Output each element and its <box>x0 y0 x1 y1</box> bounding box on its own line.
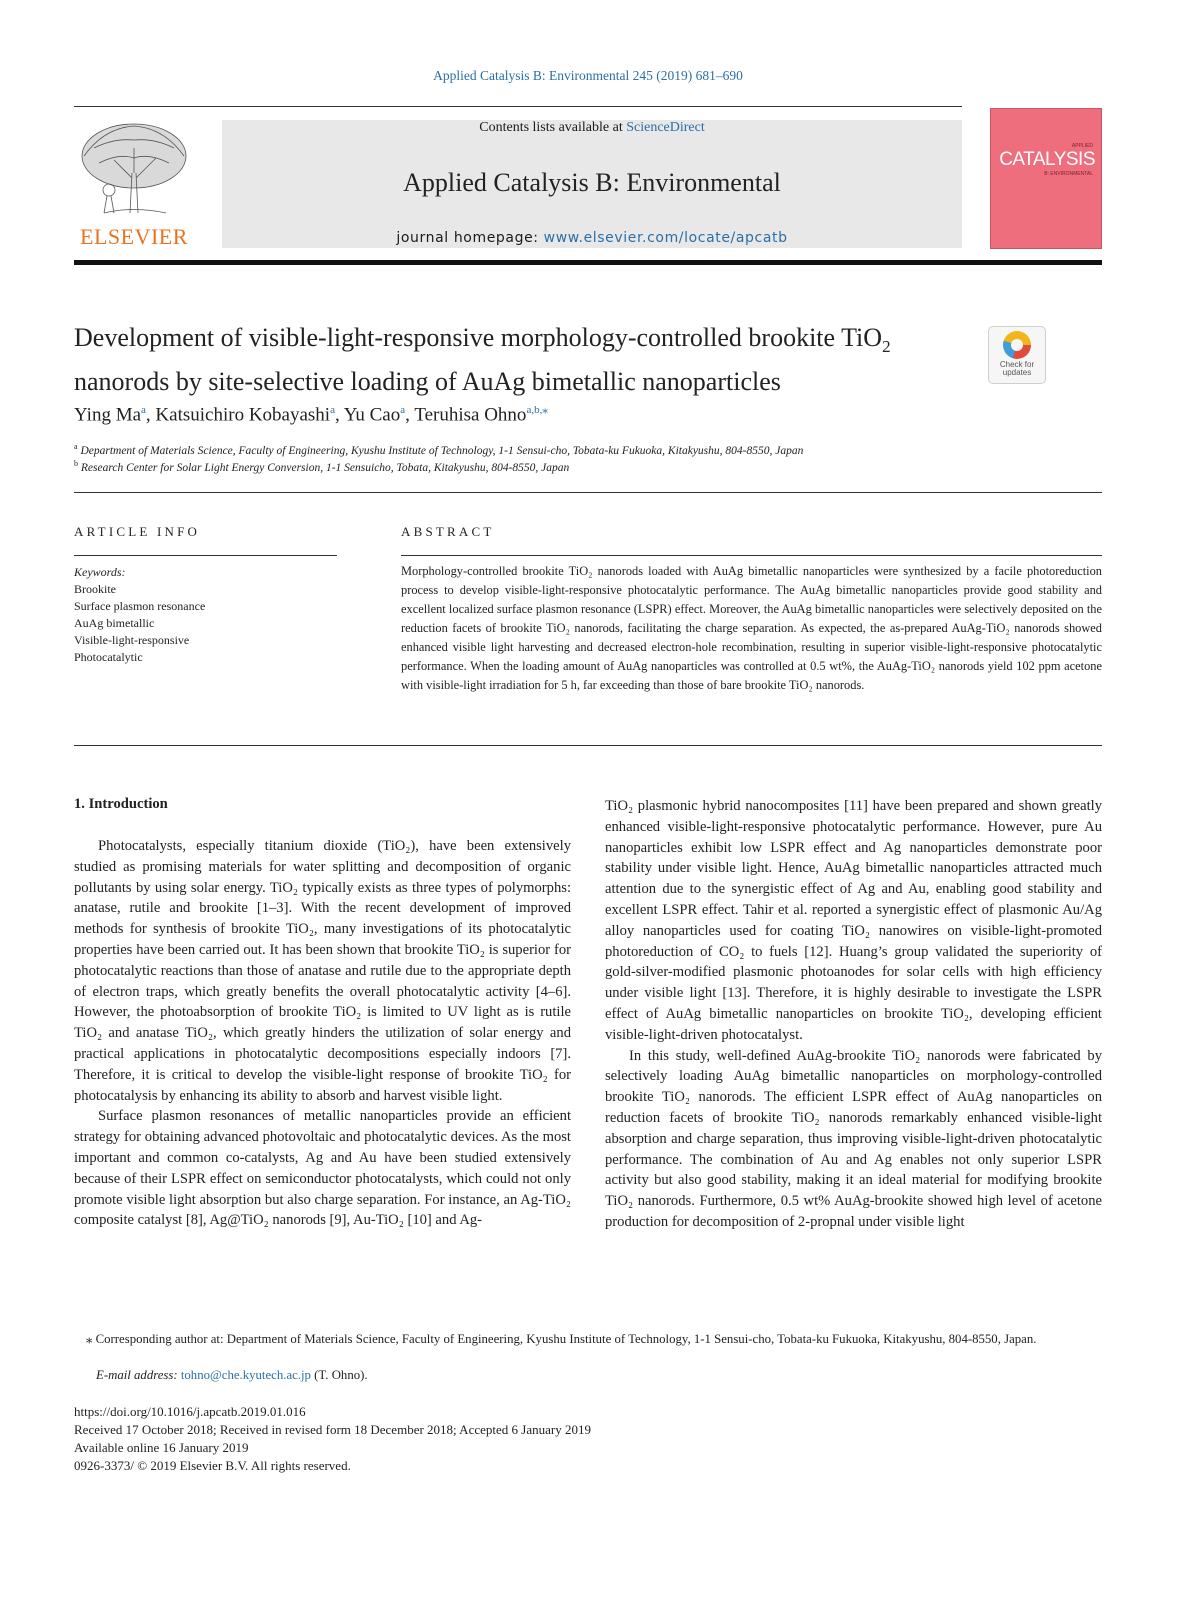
keyword: Surface plasmon resonance <box>74 599 206 613</box>
email-link[interactable]: tohno@che.kyutech.ac.jp <box>180 1368 311 1382</box>
check-for-updates-badge[interactable] <box>988 326 1046 384</box>
article-info-rule <box>74 555 337 556</box>
journal-banner <box>222 120 962 248</box>
affiliation-b: $^b$ Research Center for Solar Light Energy Conversion, 1-1 Sensuicho, Tobata, Kitakyushu, 804-8550, Japan <box>74 459 570 474</box>
paragraph: Surface plasmon resonances of metallic nanoparticles provide an efficient strategy for obtaining advanced photovoltaic and photocatalytic devices. As the most important and common co-catalysts, Ag and Au have been studied extensively because of their LSPR effect on semiconductor photocatalysts, which could not only promote visible light absorption but also charge separation. For instance, an Ag-TiO₂ composite catalyst [8], Ag@TiO₂ nanorods [9], Au-TiO₂ [10] and Ag- <box>74 1108 571 1229</box>
keyword: AuAg bimetallic <box>74 616 155 630</box>
corresponding-author-note: ⁎ Corresponding author at: Department of Materials Science, Faculty of Engineering, Kyushu Institute of Technology, 1-1 Sensui-cho, Tobata-ku Fukuoka, Kitakyushu, 804-8550, Japan. <box>86 1332 1037 1346</box>
author-list: Ying Ma$^a$, Katsuichiro Kobayashi$^a$, Yu Cao$^a$, Teruhisa Ohno$^{a,b,⁎}$ <box>74 404 548 426</box>
abstract-bottom-rule <box>74 745 1102 746</box>
updates-icon <box>1003 331 1031 359</box>
header-thick-rule <box>74 260 1102 265</box>
abstract-text: Morphology-controlled brookite TiO₂ nanorods loaded with AuAg bimetallic nanoparticles were synthesized by a facile photoreduction process to develop visible-light-responsive photocatalytic performance. The AuAg bimetallic nanoparticles provide good stability and excellent localized surface plasmon resonance (LSPR) effect. Moreover, the AuAg bimetallic nanoparticles were selectively deposited on the reduction facets of brookite TiO₂ nanorods, facilitating the charge separation. As expected, the as-prepared AuAg-TiO₂ nanorods showed enhanced visible light harvesting and decreased electron-hole recombination, resulting in superior visible-light-responsive photocatalytic performance. When the loading amount of AuAg nanoparticles was controlled at 0.5 wt%, the AuAg-TiO₂ nanorods yield 102 ppm acetone with visible-light irradiation for 5 h, far exceeding than those of bare brookite TiO₂ nanorods. <box>401 564 1102 692</box>
section-rule <box>74 492 1102 493</box>
article-title: Development of visible-light-responsive morphology-controlled brookite TiO$_2$ nanorods by site-selective loading of AuAg bimetallic nanoparticles <box>74 323 891 397</box>
homepage-line: journal homepage: www.elsevier.com/locate/apcatb <box>396 230 788 246</box>
article-info-heading: ARTICLE INFO <box>74 524 201 539</box>
author-name[interactable]: Teruhisa Ohno <box>414 404 527 426</box>
keyword: Brookite <box>74 582 116 596</box>
cover-title: CATALYSIS <box>999 149 1095 170</box>
abstract-rule <box>401 555 1102 556</box>
received-dates: Received 17 October 2018; Received in revised form 18 December 2018; Accepted 6 January 2019 <box>74 1422 591 1437</box>
author-name[interactable]: Katsuichiro Kobayashi <box>155 404 331 426</box>
copyright: 0926-3373/ © 2019 Elsevier B.V. All rights reserved. <box>74 1458 351 1473</box>
abstract-heading: ABSTRACT <box>401 524 495 539</box>
body-column-left <box>74 836 571 1231</box>
header-rule <box>74 106 962 107</box>
introduction-heading: 1. Introduction <box>74 796 168 812</box>
doi-link[interactable]: https://doi.org/10.1016/j.apcatb.2019.01.016 <box>74 1404 306 1419</box>
paragraph: TiO₂ plasmonic hybrid nanocomposites [11] have been prepared and shown greatly enhanced visible-light-responsive photocatalytic performance. However, pure Au nanoparticles exhibit low LSPR effect and Ag nanoparticles demonstrate poor stability under visible light. Hence, AuAg bimetallic nanoparticles attracted much attention due to the synergistic effect of Ag and Au, enabling good stability and excellent LSPR effect. Tahir et al. reported a synergistic effect of plasmonic Au/Ag alloy nanoparticles used for coating TiO₂ nanowires on visible-light-promoted photoreduction of CO₂ to fuels [12]. Huang’s group validated the superiority of gold-silver-modified plasmonic photoanodes for solar cells with high efficiency under visible light [13]. Therefore, it is highly desirable to investigate the LSPR effect of AuAg bimetallic nanoparticles on brookite TiO₂, developing efficient visible-light-driven photocatalyst. <box>605 798 1102 1043</box>
journal-reference[interactable]: Applied Catalysis B: Environmental 245 (2019) 681–690 <box>433 68 743 83</box>
paragraph: Photocatalysts, especially titanium dioxide (TiO₂), have been extensively studied as promising materials for water splitting and decomposition of organic pollutants by using solar energy. TiO₂ typically exists as three types of polymorphs: anatase, rutile and brookite [1–3]. With the recent development of improved methods for synthesis of brookite TiO₂, many investigations of its photocatalytic properties have been carried out. It has been shown that brookite TiO₂ is superior for photocatalytic reactions than those of anatase and rutile due to the appropriate depth of electron traps, which greatly benefits the overall photocatalytic activity [4–6]. However, the photoabsorption of brookite TiO₂ is limited to UV light as is rutile TiO₂ and anatase TiO₂, which greatly hinders the utilization of solar energy and practical applications in photocatalytic decompositions especially indoors [7]. Therefore, it is critical to develop the visible-light response of brookite TiO₂ for photocatalysis by enhancing its ability to absorb and harvest visible light. <box>74 838 571 1104</box>
contents-line: Contents lists available at ScienceDirect <box>479 120 705 135</box>
author-affil-mark[interactable]: a <box>141 404 146 416</box>
email-line: E-mail address: tohno@che.kyutech.ac.jp (T. Ohno). <box>96 1368 368 1382</box>
body-column-right <box>605 796 1102 1233</box>
author-affil-mark[interactable]: a <box>400 404 406 416</box>
affiliation-a: $^a$ Department of Materials Science, Faculty of Engineering, Kyushu Institute of Technology, 1-1 Sensui-cho, Tobata-ku Fukuoka, Kitakyushu, 804-8550, Japan <box>74 442 804 457</box>
author-affil-mark[interactable]: a,b,⁎ <box>526 404 548 416</box>
keyword: Photocatalytic <box>74 650 143 664</box>
author-name[interactable]: Yu Cao <box>343 404 401 426</box>
available-online: Available online 16 January 2019 <box>74 1440 249 1455</box>
tree-logo-icon <box>74 118 194 223</box>
keywords-label: Keywords: <box>74 565 126 579</box>
homepage-link[interactable]: www.elsevier.com/locate/apcatb <box>543 230 788 246</box>
author-affil-mark[interactable]: a <box>330 404 335 416</box>
journal-title: Applied Catalysis B: Environmental <box>403 168 781 197</box>
sciencedirect-link[interactable]: ScienceDirect <box>626 120 705 135</box>
cover-top-text: APPLIED <box>1071 143 1093 149</box>
keywords-block <box>74 564 334 666</box>
publisher-name: ELSEVIER <box>80 224 188 249</box>
paragraph: In this study, well-defined AuAg-brookite TiO₂ nanorods were fabricated by selectively loading AuAg bimetallic nanoparticles on morphology-controlled brookite TiO₂ nanorods. The efficient LSPR effect of AuAg nanoparticles on reduction facets of brookite TiO₂ nanorods remarkably enhanced visible-light absorption and charge separation, thus improving visible-light-driven photocatalytic performance. The combination of Au and Ag enables not only superior LSPR activity but also good stability, making it an ideal material for modifying brookite TiO₂ nanorods. Furthermore, 0.5 wt% AuAg-brookite showed high level of acetone production for decomposition of 2-propnal under visible light <box>605 1047 1102 1230</box>
publisher-logo[interactable] <box>74 118 194 253</box>
keyword: Visible-light-responsive <box>74 633 190 647</box>
journal-cover[interactable] <box>990 108 1102 249</box>
cover-subtitle: B: ENVIRONMENTAL <box>1044 171 1093 177</box>
badge-text: Check for updates <box>999 360 1035 377</box>
author-name[interactable]: Ying Ma <box>74 404 142 426</box>
